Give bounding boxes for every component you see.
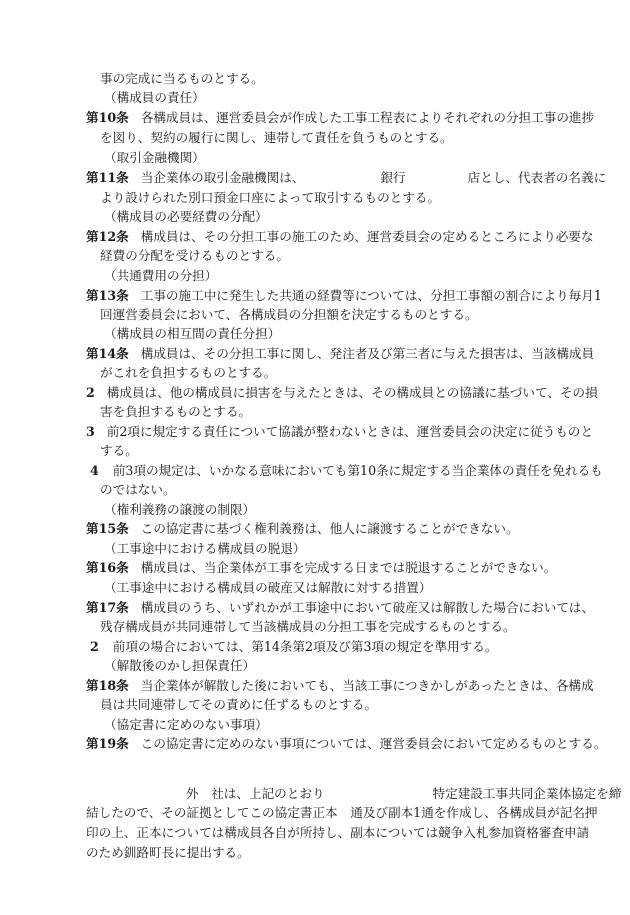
article-13-number: 第13条 (86, 288, 129, 303)
article-15 (86, 521, 519, 537)
article-17-paragraph-2-number: 2 (90, 639, 99, 654)
article-15-text: この協定書に基づく権利義務は、他人に譲渡することができない。 (140, 521, 519, 536)
paragraph-3-number: 3 (86, 424, 95, 439)
article-9-continuation: 事の完成に当るものとする。 (100, 71, 264, 86)
article-11-continuation: より設けられた別口預金口座によって取引するものとする。 (100, 190, 441, 205)
article-16-text: 構成員は、当企業体が工事を完成する日までは脱退することができない。 (140, 560, 557, 575)
article-10-number: 第10条 (86, 110, 129, 125)
article-18 (86, 678, 594, 694)
article-14-text: 構成員は、その分担工事に関し、発注者及び第三者に与えた損害は、当該構成員 (140, 346, 595, 361)
article-17-title: （工事途中における構成員の破産又は解散に対する措置） (104, 580, 432, 595)
article-19-number: 第19条 (86, 736, 129, 751)
article-11-text: 当企業体の取引金融機関は、 (140, 170, 305, 185)
article-10-continuation: を図り、契約の履行に関し、連帯して責任を負うものとする。 (100, 130, 453, 145)
article-16 (86, 560, 556, 576)
article-19 (86, 736, 606, 752)
closing-line-3: 印の上、正本については構成員各自が所持し、副本については競争入札参加資格審査申請 (86, 825, 590, 840)
article-17-paragraph-2 (90, 639, 497, 655)
article-19-title: （協定書に定めのない事項） (104, 717, 268, 732)
article-13-continuation: 回運営委員会において、各構成員の分担額を決定するものとする。 (100, 307, 478, 322)
article-17 (86, 600, 594, 616)
paragraph-2-text: 構成員は、他の構成員に損害を与えたときは、その構成員との協議に基づいて、その損 (106, 385, 598, 400)
closing-line-2: 結したので、その証拠としてこの協定書正本 通及び副本1通を作成し、各構成員が記名押 (86, 805, 598, 820)
article-16-title: （工事途中における構成員の脱退） (104, 541, 306, 556)
article-14-paragraph-4-continuation: のではない。 (100, 482, 176, 497)
article-11-number: 第11条 (86, 170, 129, 185)
article-14 (86, 346, 594, 362)
article-18-title: （解散後のかし担保責任） (104, 658, 256, 673)
article-15-title: （権利義務の譲渡の制限） (104, 502, 256, 517)
article-17-continuation: 残存構成員が共同連帯して当該構成員の分担工事を完成するものとする。 (100, 619, 516, 634)
article-14-paragraph-2 (86, 385, 598, 401)
article-11-branch: 店とし、代表者の名義に (467, 170, 607, 185)
article-11-title: （取引金融機関） (104, 150, 205, 165)
article-14-paragraph-2-continuation: 害を負担するものとする。 (100, 404, 252, 419)
article-10 (86, 110, 594, 126)
article-12-number: 第12条 (86, 229, 129, 244)
article-12-continuation: 経費の分配を受けるものとする。 (100, 248, 289, 263)
article-18-number: 第18条 (86, 678, 129, 693)
article-10-text: 各構成員は、運営委員会が作成した工事工程表によりそれぞれの分担工事の進捗 (140, 110, 595, 125)
article-14-title: （構成員の相互間の責任分担） (104, 326, 281, 341)
closing-line-4: のため釧路町長に提出する。 (86, 845, 250, 860)
closing-line-1-b: 特定建設工事共同企業体協定を締 (432, 786, 622, 801)
paragraph-2-number: 2 (86, 385, 95, 400)
article-15-number: 第15条 (86, 521, 129, 536)
article-14-paragraph-3-continuation: する。 (100, 443, 138, 458)
article-17-text: 構成員のうち、いずれかが工事途中において破産又は解散した場合においては、 (140, 600, 595, 615)
article-13-title: （共通費用の分担） (104, 268, 218, 283)
article-16-number: 第16条 (86, 560, 129, 575)
article-17-paragraph-2-text: 前項の場合においては、第14条第2項及び第3項の規定を準用する。 (112, 639, 498, 654)
paragraph-4-text: 前3項の規定は、いかなる意味においても第10条に規定する当企業体の責任を免れるも (112, 463, 603, 478)
article-14-paragraph-4 (90, 463, 603, 479)
paragraph-3-text: 前2項に規定する責任について協議が整わないときは、運営委員会の決定に従うものと (106, 424, 594, 439)
article-19-text: この協定書に定めのない事項については、運営委員会において定めるものとする。 (140, 736, 607, 751)
article-17-number: 第17条 (86, 600, 129, 615)
article-14-paragraph-3 (86, 424, 593, 440)
article-11 (86, 170, 606, 186)
article-14-continuation: がこれを負担するものとする。 (100, 365, 277, 380)
article-14-number: 第14条 (86, 346, 129, 361)
article-12-title: （構成員の必要経費の分配） (104, 209, 268, 224)
closing-line-1 (186, 786, 621, 802)
article-13-text: 工事の施工中に発生した共通の経費等については、分担工事額の割合により毎月1 (140, 288, 602, 303)
article-10-title: （構成員の責任） (104, 90, 205, 105)
article-12-text: 構成員は、その分担工事の施工のため、運営委員会の定めるところにより必要な (140, 229, 594, 244)
article-18-text: 当企業体が解散した後においても、当該工事につきかしがあったときは、各構成 (140, 678, 594, 693)
article-13 (86, 288, 602, 304)
article-12 (86, 229, 594, 245)
article-11-bank: 銀行 (380, 170, 406, 185)
paragraph-4-number: 4 (90, 463, 99, 478)
closing-line-1-a: 外 社は、上記のとおり (186, 786, 325, 801)
article-18-continuation: 員は共同連帯してその責めに任ずるものとする。 (100, 697, 378, 712)
